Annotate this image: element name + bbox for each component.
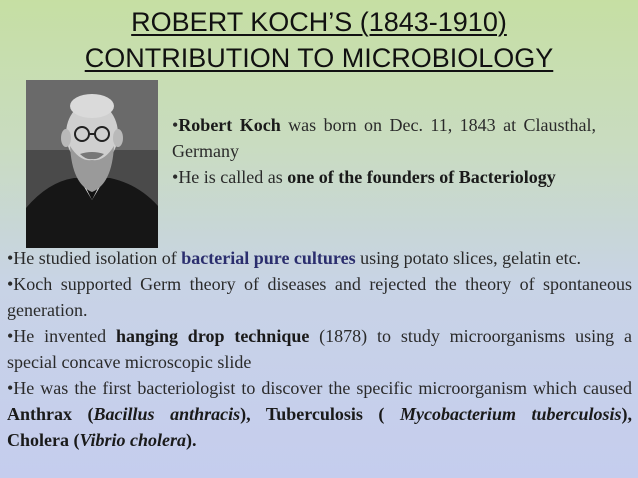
contribution-points (7, 245, 632, 453)
slide-title (0, 4, 638, 76)
point-discoveries: •He was the first bacteriologist to discover the specific microorganism which caused Anthrax (Bacillus anthracis), Tuberculosis ( Mycobacterium tuberculosis), Cholera (Vibrio cholera). (7, 378, 633, 450)
point-pure-cultures: •He studied isolation of bacterial pure cultures using potato slices, gelatin etc. (7, 248, 582, 268)
name-bold: Robert Koch (178, 115, 281, 135)
founder-bold: one of the founders of Bacteriology (287, 167, 556, 187)
title-line-1: ROBERT KOCH’S (1843-1910) (131, 7, 507, 37)
birth-bullet: •Robert Koch was born on Dec. 11, 1843 at Clausthal, Germany (172, 115, 596, 161)
founder-bullet: •He is called as one of the founders of Bacteriology (172, 167, 556, 187)
point-hanging-drop: •He invented hanging drop technique (1878) to study microorganisms using a special concave microscopic slide (7, 326, 632, 372)
point-germ-theory: •Koch supported Germ theory of diseases and rejected the theory of spontaneous generation. (7, 274, 632, 320)
intro-text (172, 112, 596, 190)
robert-koch-portrait (26, 80, 158, 248)
title-line-2: CONTRIBUTION TO MICROBIOLOGY (84, 43, 554, 73)
